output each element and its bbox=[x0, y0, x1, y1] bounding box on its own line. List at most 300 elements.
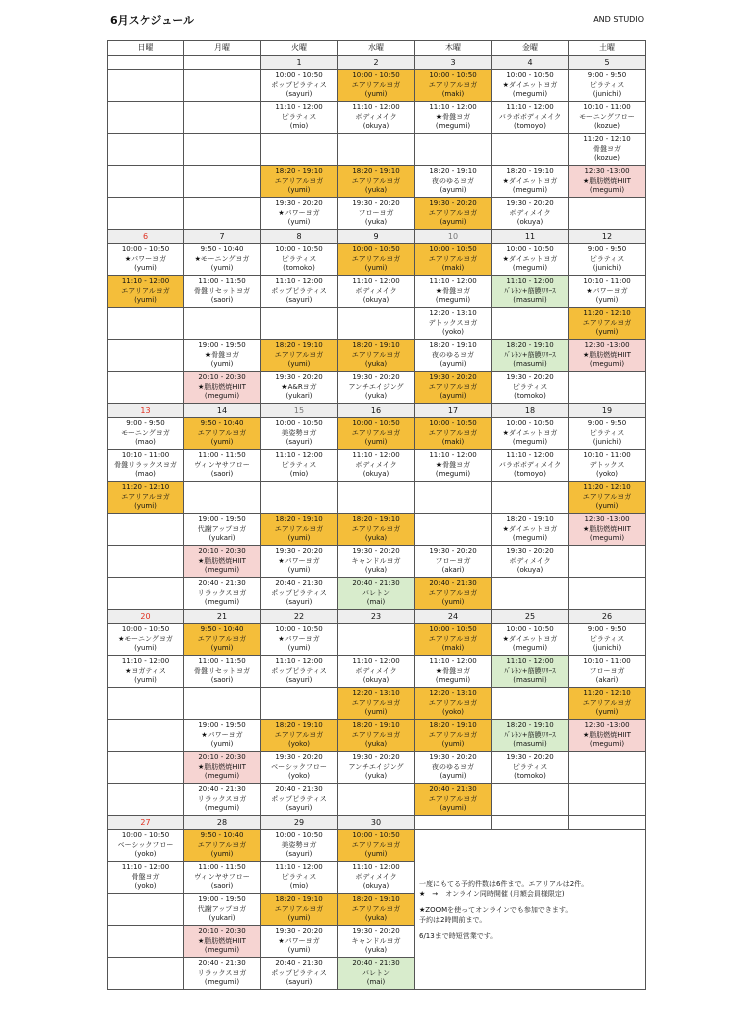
instructor-name: (sayuri) bbox=[285, 438, 313, 447]
instructor-name: (yuka) bbox=[364, 914, 388, 923]
class-time: 11:10 - 12:00 bbox=[506, 277, 554, 286]
class-name: エアリアルヨガ bbox=[351, 176, 401, 185]
class-cell bbox=[108, 830, 184, 862]
class-cell bbox=[415, 624, 492, 656]
class-cell bbox=[338, 752, 415, 784]
class-name: ★モーニングヨガ bbox=[194, 254, 250, 263]
date-cell: 8 bbox=[261, 230, 338, 244]
class-cell bbox=[492, 752, 569, 784]
date-cell: 25 bbox=[492, 610, 569, 624]
instructor-name: (yumi) bbox=[595, 328, 619, 337]
class-name: ★ダイエットヨガ bbox=[502, 80, 558, 89]
date-cell: 6 bbox=[108, 230, 184, 244]
class-cell bbox=[338, 958, 415, 990]
class-name: デトックスヨガ bbox=[428, 318, 478, 327]
date-cell bbox=[108, 56, 184, 70]
class-name: フローヨガ bbox=[435, 556, 471, 565]
instructor-name: (sayuri) bbox=[285, 676, 313, 685]
studio-name: AND STUDIO bbox=[593, 15, 644, 24]
instructor-name: (megumi) bbox=[204, 772, 240, 781]
instructor-name: (sayuri) bbox=[285, 804, 313, 813]
instructor-name: (yoko) bbox=[134, 882, 157, 891]
class-time: 11:10 - 12:00 bbox=[352, 863, 400, 872]
instructor-name: (megumi) bbox=[435, 296, 471, 305]
class-time: 10:00 - 10:50 bbox=[506, 625, 554, 634]
class-name: エアリアルヨガ bbox=[274, 730, 324, 739]
class-time: 19:30 - 20:20 bbox=[506, 373, 554, 382]
empty-cell bbox=[492, 482, 569, 514]
class-time: 11:10 - 12:00 bbox=[429, 451, 477, 460]
date-cell: 13 bbox=[108, 404, 184, 418]
class-cell bbox=[261, 70, 338, 102]
class-name: エアリアルヨガ bbox=[428, 428, 478, 437]
class-name: ポップピラティス bbox=[271, 588, 327, 597]
class-cell bbox=[108, 656, 184, 688]
date-cell: 15 bbox=[261, 404, 338, 418]
class-time: 10:10 - 11:00 bbox=[583, 657, 631, 666]
instructor-name: (sayuri) bbox=[285, 978, 313, 987]
class-cell bbox=[261, 752, 338, 784]
class-cell bbox=[261, 720, 338, 752]
instructor-name: (yumi) bbox=[134, 676, 157, 685]
class-name: エアリアルヨガ bbox=[428, 730, 478, 739]
class-cell bbox=[415, 308, 492, 340]
instructor-name: (yumi) bbox=[364, 708, 388, 717]
instructor-name: (yumi) bbox=[364, 264, 388, 273]
class-name: ボディメイク bbox=[355, 112, 397, 121]
class-time: 18:20 - 19:10 bbox=[352, 167, 400, 176]
class-name: 代謝アップヨガ bbox=[197, 524, 247, 533]
instructor-name: (megumi) bbox=[589, 186, 625, 195]
date-cell: 7 bbox=[184, 230, 261, 244]
class-cell bbox=[261, 624, 338, 656]
instructor-name: (tomoyo) bbox=[513, 470, 547, 479]
instructor-name: (ayumi) bbox=[439, 360, 467, 369]
class-time: 11:20 - 12:10 bbox=[583, 483, 631, 492]
instructor-name: (yumi) bbox=[134, 296, 157, 305]
class-cell bbox=[184, 372, 261, 404]
class-time: 18:20 - 19:10 bbox=[352, 341, 400, 350]
empty-cell bbox=[569, 372, 646, 404]
instructor-name: (megumi) bbox=[435, 676, 471, 685]
instructor-name: (okuya) bbox=[516, 566, 544, 575]
instructor-name: (sayuri) bbox=[285, 598, 313, 607]
class-cell bbox=[338, 894, 415, 926]
class-cell bbox=[415, 340, 492, 372]
empty-cell bbox=[108, 926, 184, 958]
class-cell bbox=[492, 546, 569, 578]
class-cell bbox=[415, 102, 492, 134]
class-cell bbox=[261, 894, 338, 926]
empty-cell bbox=[261, 308, 338, 340]
class-cell bbox=[184, 958, 261, 990]
date-cell: 9 bbox=[338, 230, 415, 244]
class-name: ピラティス bbox=[281, 254, 317, 263]
instructor-name: (yuka) bbox=[364, 740, 388, 749]
class-time: 11:00 - 11:50 bbox=[198, 657, 246, 666]
instructor-name: (yumi) bbox=[210, 264, 234, 273]
class-cell bbox=[108, 244, 184, 276]
empty-cell bbox=[338, 134, 415, 166]
class-cell bbox=[492, 102, 569, 134]
class-name: ★脂肪燃焼HIIT bbox=[198, 936, 246, 945]
class-time: 10:10 - 11:00 bbox=[583, 103, 631, 112]
instructor-name: (yumi) bbox=[287, 566, 311, 575]
class-cell bbox=[569, 656, 646, 688]
class-name: エアリアルヨガ bbox=[351, 350, 401, 359]
instructor-name: (mio) bbox=[289, 122, 309, 131]
class-cell bbox=[492, 418, 569, 450]
class-cell bbox=[184, 656, 261, 688]
class-cell bbox=[415, 752, 492, 784]
class-time: 11:10 - 12:00 bbox=[275, 277, 323, 286]
class-name: ピラティス bbox=[281, 112, 317, 121]
class-cell bbox=[261, 578, 338, 610]
empty-cell bbox=[108, 340, 184, 372]
instructor-name: (kozue) bbox=[594, 122, 620, 131]
class-name: 代謝アップヨガ bbox=[197, 904, 247, 913]
class-cell bbox=[569, 688, 646, 720]
class-time: 19:30 - 20:20 bbox=[275, 547, 323, 556]
class-time: 11:00 - 11:50 bbox=[198, 863, 246, 872]
instructor-name: (yumi) bbox=[210, 850, 234, 859]
class-name: ボディメイク bbox=[355, 872, 397, 881]
class-name: ポップピラティス bbox=[271, 666, 327, 675]
class-cell bbox=[338, 372, 415, 404]
instructor-name: (ayumi) bbox=[439, 392, 467, 401]
class-name: 骨盤ヨガ bbox=[131, 872, 160, 881]
class-time: 12:30 -13:00 bbox=[584, 721, 630, 730]
time-slot-row bbox=[108, 752, 646, 784]
instructor-name: (megumi) bbox=[204, 392, 240, 401]
note-line: ★ → オンライン同時開催 (月額会員様限定) bbox=[419, 889, 565, 898]
class-cell bbox=[338, 244, 415, 276]
instructor-name: (ayumi) bbox=[439, 218, 467, 227]
instructor-name: (yuka) bbox=[364, 218, 388, 227]
class-time: 18:20 - 19:10 bbox=[275, 721, 323, 730]
class-name: ベーシックフロー bbox=[117, 840, 174, 849]
class-cell bbox=[261, 102, 338, 134]
empty-cell bbox=[492, 784, 569, 816]
instructor-name: (mai) bbox=[366, 978, 386, 987]
class-name: ★ダイエットヨガ bbox=[502, 176, 558, 185]
class-cell bbox=[415, 198, 492, 230]
class-time: 11:10 - 12:00 bbox=[275, 657, 323, 666]
class-name: ★ダイエットヨガ bbox=[502, 254, 558, 263]
class-cell bbox=[261, 656, 338, 688]
instructor-name: (junichi) bbox=[592, 644, 622, 653]
instructor-name: (yumi) bbox=[595, 296, 619, 305]
empty-cell bbox=[108, 514, 184, 546]
time-slot-row bbox=[108, 308, 646, 340]
empty-cell bbox=[569, 752, 646, 784]
class-time: 20:40 - 21:30 bbox=[198, 785, 246, 794]
class-name: ★骨盤ヨガ bbox=[435, 286, 471, 295]
class-time: 19:00 - 19:50 bbox=[198, 895, 246, 904]
class-time: 9:50 - 10:40 bbox=[200, 831, 244, 840]
empty-cell bbox=[108, 578, 184, 610]
date-cell: 30 bbox=[338, 816, 415, 830]
instructor-name: (yumi) bbox=[441, 740, 465, 749]
class-name: エアリアルヨガ bbox=[351, 730, 401, 739]
date-cell: 11 bbox=[492, 230, 569, 244]
time-slot-row bbox=[108, 418, 646, 450]
class-time: 18:20 - 19:10 bbox=[506, 341, 554, 350]
class-name: エアリアルヨガ bbox=[351, 698, 401, 707]
date-cell bbox=[184, 56, 261, 70]
instructor-name: (yoko) bbox=[442, 708, 464, 717]
class-name: ピラティス bbox=[589, 428, 625, 437]
instructor-name: (yumi) bbox=[210, 740, 234, 749]
instructor-name: (sayuri) bbox=[285, 296, 313, 305]
class-cell bbox=[492, 372, 569, 404]
empty-cell bbox=[338, 482, 415, 514]
time-slot-row bbox=[108, 198, 646, 230]
empty-cell bbox=[108, 720, 184, 752]
instructor-name: (saori) bbox=[210, 882, 234, 891]
class-cell bbox=[415, 656, 492, 688]
class-name: エアリアルヨガ bbox=[121, 492, 170, 501]
class-name: ★脂肪燃焼HIIT bbox=[583, 176, 631, 185]
empty-cell bbox=[338, 784, 415, 816]
instructor-name: (yoko) bbox=[596, 470, 618, 479]
instructor-name: (yoko) bbox=[442, 328, 464, 337]
class-time: 10:00 - 10:50 bbox=[275, 625, 323, 634]
class-cell bbox=[108, 418, 184, 450]
class-name: ★パワーヨガ bbox=[278, 634, 320, 643]
class-time: 18:20 - 19:10 bbox=[506, 721, 554, 730]
schedule-body bbox=[108, 56, 646, 990]
instructor-name: (megumi) bbox=[512, 644, 548, 653]
class-cell bbox=[415, 720, 492, 752]
class-name: エアリアルヨガ bbox=[428, 634, 478, 643]
class-time: 19:30 - 20:20 bbox=[275, 927, 323, 936]
class-cell bbox=[415, 276, 492, 308]
class-time: 19:30 - 20:20 bbox=[352, 927, 400, 936]
class-cell bbox=[338, 166, 415, 198]
class-time: 20:40 - 21:30 bbox=[352, 579, 400, 588]
weekday-header: 月曜 bbox=[184, 41, 261, 56]
class-name: アンチエイジング bbox=[348, 382, 404, 391]
class-cell bbox=[492, 656, 569, 688]
class-name: ★脂肪燃焼HIIT bbox=[198, 382, 246, 391]
class-cell bbox=[492, 70, 569, 102]
class-cell bbox=[415, 784, 492, 816]
class-time: 12:20 - 13:10 bbox=[429, 309, 477, 318]
empty-cell bbox=[415, 482, 492, 514]
class-name: エアリアルヨガ bbox=[121, 286, 170, 295]
class-time: 19:30 - 20:20 bbox=[429, 753, 477, 762]
class-cell bbox=[338, 340, 415, 372]
date-cell: 2 bbox=[338, 56, 415, 70]
class-cell bbox=[569, 70, 646, 102]
class-name: エアリアルヨガ bbox=[428, 254, 478, 263]
class-time: 11:10 - 12:00 bbox=[275, 863, 323, 872]
class-name: エアリアルヨガ bbox=[351, 254, 401, 263]
class-time: 11:10 - 12:00 bbox=[121, 657, 170, 666]
class-name: ★骨盤ヨガ bbox=[204, 350, 240, 359]
instructor-name: (okuya) bbox=[362, 470, 390, 479]
class-name: ピラティス bbox=[589, 80, 625, 89]
time-slot-row bbox=[108, 688, 646, 720]
class-cell bbox=[492, 514, 569, 546]
class-cell bbox=[569, 450, 646, 482]
class-time: 19:00 - 19:50 bbox=[198, 341, 246, 350]
class-time: 20:40 - 21:30 bbox=[275, 959, 323, 968]
instructor-name: (yumi) bbox=[441, 598, 465, 607]
instructor-name: (yumi) bbox=[287, 914, 311, 923]
instructor-name: (junichi) bbox=[592, 264, 622, 273]
class-time: 10:10 - 11:00 bbox=[583, 451, 631, 460]
class-time: 10:00 - 10:50 bbox=[275, 419, 323, 428]
empty-cell bbox=[492, 308, 569, 340]
class-time: 12:20 - 13:10 bbox=[352, 689, 400, 698]
class-time: 11:10 - 12:00 bbox=[506, 451, 554, 460]
class-time: 11:10 - 12:00 bbox=[506, 657, 554, 666]
empty-cell bbox=[261, 688, 338, 720]
class-time: 10:00 - 10:50 bbox=[506, 419, 554, 428]
class-cell bbox=[415, 244, 492, 276]
time-slot-row bbox=[108, 450, 646, 482]
class-name: 骨盤ヨガ bbox=[593, 144, 621, 153]
instructor-name: (junichi) bbox=[592, 90, 622, 99]
class-name: ヴィンヤサフロー bbox=[194, 872, 250, 881]
class-name: ★脂肪燃焼HIIT bbox=[583, 524, 631, 533]
date-cell: 22 bbox=[261, 610, 338, 624]
class-time: 10:10 - 11:00 bbox=[121, 451, 170, 460]
instructor-name: (yuka) bbox=[364, 360, 388, 369]
instructor-name: (yukari) bbox=[208, 914, 236, 923]
class-cell bbox=[261, 340, 338, 372]
class-cell bbox=[338, 578, 415, 610]
class-cell bbox=[184, 752, 261, 784]
empty-cell bbox=[338, 308, 415, 340]
class-cell bbox=[184, 784, 261, 816]
class-cell bbox=[338, 70, 415, 102]
class-name: ﾊﾞﾚﾄﾝ+筋膜ﾘﾘｰｽ bbox=[504, 350, 556, 359]
class-name: ★モーニングヨガ bbox=[118, 634, 173, 643]
weekday-header: 土曜 bbox=[569, 41, 646, 56]
class-name: ★ダイエットヨガ bbox=[502, 428, 558, 437]
empty-cell bbox=[569, 578, 646, 610]
class-name: エアリアルヨガ bbox=[197, 840, 247, 849]
class-time: 11:20 - 12:10 bbox=[583, 689, 631, 698]
class-time: 10:00 - 10:50 bbox=[121, 831, 170, 840]
time-slot-row bbox=[108, 624, 646, 656]
class-time: 9:00 - 9:50 bbox=[587, 625, 627, 634]
class-time: 9:00 - 9:50 bbox=[126, 419, 165, 428]
weekday-header: 水曜 bbox=[338, 41, 415, 56]
class-cell bbox=[184, 450, 261, 482]
class-time: 10:00 - 10:50 bbox=[352, 831, 400, 840]
class-time: 11:00 - 11:50 bbox=[198, 277, 246, 286]
class-time: 11:20 - 12:10 bbox=[583, 135, 631, 144]
note-line: ★ZOOMを使ってオンラインでも参加できます。 bbox=[419, 905, 573, 914]
class-time: 10:00 - 10:50 bbox=[275, 245, 323, 254]
instructor-name: (megumi) bbox=[512, 534, 548, 543]
date-cell: 5 bbox=[569, 56, 646, 70]
time-slot-row bbox=[108, 514, 646, 546]
class-name: ★脂肪燃焼HIIT bbox=[198, 762, 246, 771]
instructor-name: (ayumi) bbox=[439, 804, 467, 813]
date-cell: 27 bbox=[108, 816, 184, 830]
class-time: 11:10 - 12:00 bbox=[121, 277, 170, 286]
instructor-name: (yumi) bbox=[210, 644, 234, 653]
class-cell bbox=[338, 720, 415, 752]
class-time: 19:30 - 20:20 bbox=[352, 373, 400, 382]
time-slot-row bbox=[108, 166, 646, 198]
instructor-name: (tomoko) bbox=[514, 392, 546, 401]
class-cell bbox=[261, 418, 338, 450]
class-time: 18:20 - 19:10 bbox=[352, 721, 400, 730]
class-time: 18:20 - 19:10 bbox=[352, 895, 400, 904]
class-cell bbox=[261, 784, 338, 816]
class-time: 11:10 - 12:00 bbox=[352, 657, 400, 666]
class-time: 12:30 -13:00 bbox=[584, 341, 630, 350]
empty-cell bbox=[415, 514, 492, 546]
empty-cell bbox=[184, 482, 261, 514]
class-time: 10:00 - 10:50 bbox=[506, 71, 554, 80]
time-slot-row bbox=[108, 70, 646, 102]
empty-cell bbox=[492, 688, 569, 720]
class-cell bbox=[184, 830, 261, 862]
class-time: 10:00 - 10:50 bbox=[352, 245, 400, 254]
empty-cell bbox=[184, 688, 261, 720]
class-cell bbox=[338, 862, 415, 894]
class-time: 10:00 - 10:50 bbox=[275, 71, 323, 80]
instructor-name: (yuka) bbox=[364, 186, 388, 195]
time-slot-row bbox=[108, 244, 646, 276]
class-cell bbox=[261, 276, 338, 308]
class-time: 11:20 - 12:10 bbox=[583, 309, 631, 318]
class-name: ★ダイエットヨガ bbox=[502, 524, 558, 533]
class-time: 19:30 - 20:20 bbox=[429, 547, 477, 556]
class-cell bbox=[108, 450, 184, 482]
instructor-name: (masumi) bbox=[513, 296, 547, 305]
class-time: 20:40 - 21:30 bbox=[275, 579, 323, 588]
class-cell bbox=[569, 166, 646, 198]
instructor-name: (ayumi) bbox=[439, 772, 467, 781]
class-name: エアリアルヨガ bbox=[351, 524, 401, 533]
date-cell: 23 bbox=[338, 610, 415, 624]
time-slot-row bbox=[108, 276, 646, 308]
class-cell bbox=[415, 578, 492, 610]
instructor-name: (megumi) bbox=[512, 186, 548, 195]
instructor-name: (maki) bbox=[441, 438, 465, 447]
class-cell bbox=[184, 244, 261, 276]
instructor-name: (megumi) bbox=[589, 534, 625, 543]
class-name: エアリアルヨガ bbox=[351, 904, 401, 913]
date-cell: 26 bbox=[569, 610, 646, 624]
date-row bbox=[108, 230, 646, 244]
instructor-name: (yuka) bbox=[364, 946, 388, 955]
class-time: 11:10 - 12:00 bbox=[352, 277, 400, 286]
class-name: バラボボディメイク bbox=[498, 460, 562, 469]
instructor-name: (saori) bbox=[210, 470, 234, 479]
instructor-name: (yumi) bbox=[287, 534, 311, 543]
instructor-name: (yumi) bbox=[210, 360, 234, 369]
class-time: 20:40 - 21:30 bbox=[198, 959, 246, 968]
date-cell bbox=[415, 816, 492, 830]
class-name: ★パワーヨガ bbox=[586, 286, 628, 295]
class-time: 12:30 -13:00 bbox=[584, 515, 630, 524]
note-line: 一度にもてる予約件数は6件まで。エアリアルは2件。 bbox=[419, 879, 589, 888]
class-time: 12:20 - 13:10 bbox=[429, 689, 477, 698]
class-name: ピラティス bbox=[281, 872, 317, 881]
class-name: ★パワーヨガ bbox=[124, 254, 167, 263]
class-cell bbox=[261, 166, 338, 198]
time-slot-row bbox=[108, 134, 646, 166]
